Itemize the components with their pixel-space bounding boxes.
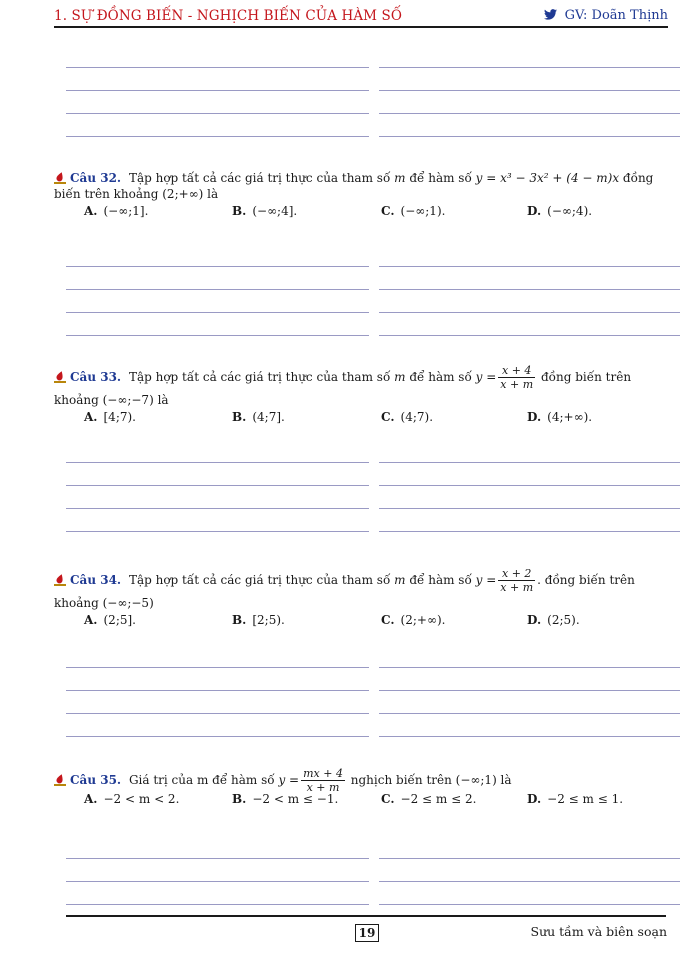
pencil-icon	[54, 774, 66, 786]
param-symbol: m	[394, 171, 406, 185]
question-text: để hàm số	[409, 171, 472, 185]
question-text: . đồng biến trên	[537, 573, 635, 587]
option-c[interactable]: C. (−∞;1).	[381, 204, 446, 218]
writing-line	[66, 904, 369, 906]
option-b[interactable]: B. −2 < m ≤ −1.	[232, 792, 339, 806]
answer-options	[54, 409, 674, 425]
option-a[interactable]: A. −2 < m < 2.	[84, 792, 180, 806]
question-32	[54, 170, 674, 219]
writing-line	[379, 136, 680, 138]
author-name: GV: Doãn Thịnh	[564, 8, 668, 23]
writing-line	[66, 335, 369, 337]
footer-text: Sưu tầm và biên soạn	[530, 924, 667, 939]
question-text: Tập hợp tất cả các giá trị thực của tham số	[128, 573, 391, 587]
function-fraction: $\frac{mx + 4}{x + m}$	[303, 767, 343, 794]
question-label: Câu 35.	[70, 773, 122, 787]
function-formula: y = x³ − 3x² + (4 − m)x	[475, 171, 620, 185]
option-d[interactable]: D. (4;+∞).	[527, 410, 593, 424]
author-credit	[544, 8, 668, 23]
answer-options	[54, 612, 674, 628]
question-text: Giá trị của m để hàm số	[128, 773, 275, 787]
formula-lhs: y =	[278, 773, 300, 787]
option-a[interactable]: A. (−∞;1].	[84, 204, 149, 218]
question-34	[54, 565, 674, 628]
question-label: Câu 34.	[70, 573, 122, 587]
option-a[interactable]: A. (2;5].	[84, 613, 136, 627]
writing-lines-block	[66, 45, 680, 137]
option-d[interactable]: D. (−∞;4).	[527, 204, 593, 218]
option-b[interactable]: B. (4;7].	[232, 410, 285, 424]
page-number: 19	[355, 924, 379, 942]
answer-options	[54, 791, 674, 807]
question-text: nghịch biến trên (−∞;1) là	[350, 773, 512, 787]
page-header	[54, 6, 668, 28]
function-fraction: $\frac{x + 2}{x + m}$	[500, 567, 534, 594]
question-text: Tập hợp tất cả các giá trị thực của tham số	[128, 370, 391, 384]
question-text-line2: khoảng (−∞;−5)	[54, 596, 154, 610]
question-text: đồng	[622, 171, 654, 185]
option-d[interactable]: D. −2 ≤ m ≤ 1.	[527, 792, 624, 806]
option-c[interactable]: C. −2 ≤ m ≤ 2.	[381, 792, 477, 806]
writing-line	[379, 736, 680, 738]
writing-line	[66, 136, 369, 138]
option-a[interactable]: A. [4;7).	[84, 410, 136, 424]
writing-line	[66, 531, 369, 533]
question-text: để hàm số	[409, 573, 472, 587]
pencil-icon	[54, 172, 66, 184]
question-label: Câu 32.	[70, 171, 122, 185]
writing-line	[379, 335, 680, 337]
twitter-bird-icon	[544, 9, 557, 20]
option-d[interactable]: D. (2;5).	[527, 613, 580, 627]
option-b[interactable]: B. [2;5).	[232, 613, 285, 627]
footer-divider	[66, 915, 666, 917]
param-symbol: m	[394, 573, 406, 587]
formula-lhs: y =	[475, 370, 497, 384]
question-text: để hàm số	[409, 370, 472, 384]
writing-lines-block	[66, 440, 680, 532]
writing-lines-block	[66, 836, 680, 905]
question-text-line2: biến trên khoảng (2;+∞) là	[54, 187, 219, 201]
question-35	[54, 765, 674, 807]
option-c[interactable]: C. (4;7).	[381, 410, 434, 424]
question-text: Tập hợp tất cả các giá trị thực của tham số	[128, 171, 391, 185]
option-b[interactable]: B. (−∞;4].	[232, 204, 298, 218]
writing-line	[66, 736, 369, 738]
writing-line	[379, 531, 680, 533]
answer-options	[54, 203, 674, 219]
writing-line	[379, 904, 680, 906]
question-text: đồng biến trên	[540, 370, 632, 384]
pencil-icon	[54, 371, 66, 383]
pencil-icon	[54, 574, 66, 586]
param-symbol: m	[394, 370, 406, 384]
writing-lines-block	[66, 645, 680, 737]
question-text-line2: khoảng (−∞;−7) là	[54, 393, 169, 407]
formula-lhs: y =	[475, 573, 497, 587]
question-label: Câu 33.	[70, 370, 122, 384]
option-c[interactable]: C. (2;+∞).	[381, 613, 446, 627]
chapter-title: 1. SỰ ĐỒNG BIẾN - NGHỊCH BIẾN CỦA HÀM SỐ	[54, 8, 403, 24]
function-fraction: $\frac{x + 4}{x + m}$	[500, 364, 534, 391]
question-33	[54, 362, 674, 425]
writing-lines-block	[66, 244, 680, 336]
